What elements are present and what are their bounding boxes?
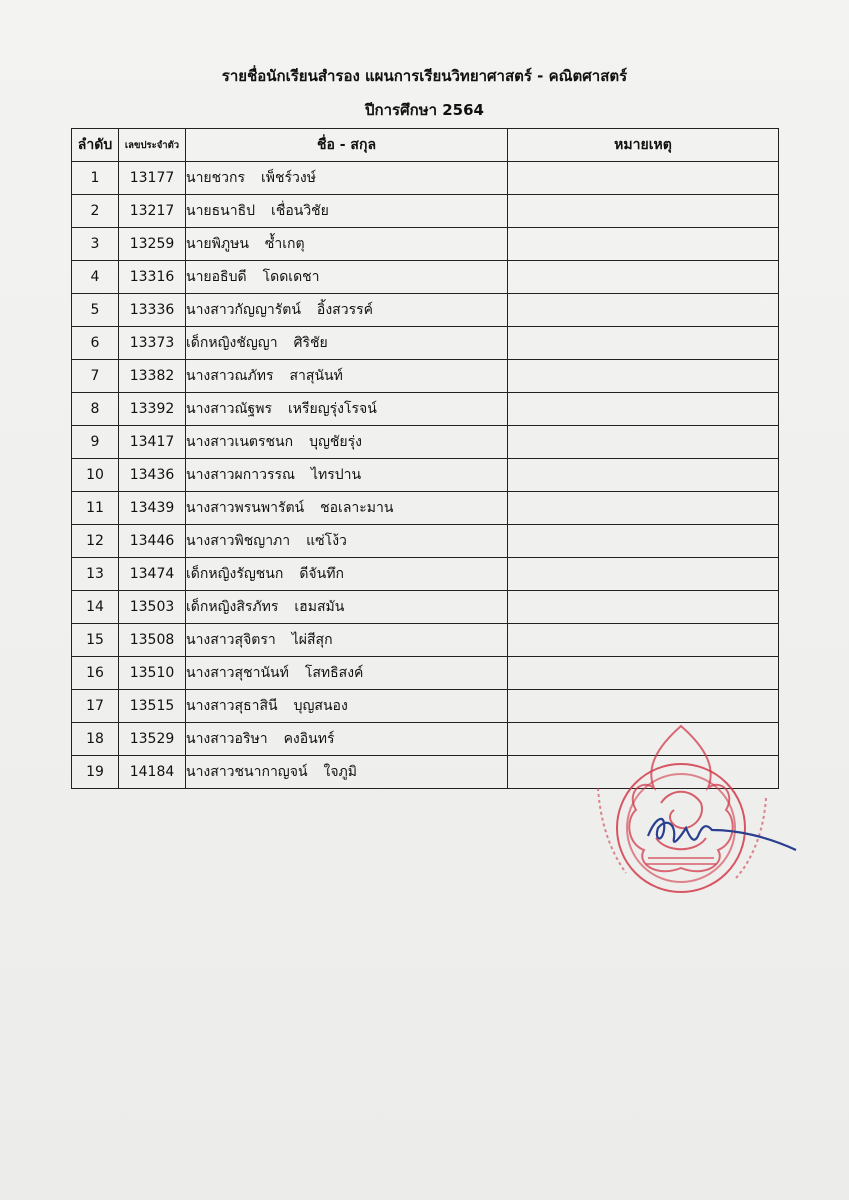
header-id: เลขประจำตัว [119,129,186,162]
student-name [186,459,508,492]
row-number: 5 [72,294,119,327]
row-number: 18 [72,723,119,756]
table-body [72,162,779,789]
row-number: 7 [72,360,119,393]
student-first-name: นายชวกร [186,170,245,186]
student-name [186,525,508,558]
remark-cell [508,624,779,657]
student-first-name: นางสาวชนากาญจน์ [186,764,308,780]
student-last-name: เชื่อนวิชัย [271,203,329,219]
student-first-name: เด็กหญิงสิรภัทร [186,599,279,615]
school-seal-icon [586,718,801,918]
table-row [72,228,779,261]
header-remark: หมายเหตุ [508,129,779,162]
student-id: 13503 [119,591,186,624]
row-number: 10 [72,459,119,492]
student-name [186,624,508,657]
row-number: 3 [72,228,119,261]
student-last-name: ชอเลาะมาน [320,500,394,516]
row-number: 16 [72,657,119,690]
row-number: 9 [72,426,119,459]
student-name [186,327,508,360]
student-table [71,128,779,789]
student-name [186,261,508,294]
remark-cell [508,393,779,426]
row-number: 4 [72,261,119,294]
student-name [186,690,508,723]
table-row [72,327,779,360]
student-last-name: ศิริชัย [293,335,328,351]
remark-cell [508,162,779,195]
student-first-name: เด็กหญิงรัญชนก [186,566,284,582]
remark-cell [508,657,779,690]
student-first-name: นางสาวสุธาสินี [186,698,278,714]
student-name [186,492,508,525]
table-row [72,393,779,426]
header-name: ชื่อ - สกุล [186,129,508,162]
student-id: 13510 [119,657,186,690]
student-name [186,591,508,624]
student-last-name: ซ้ำเกตุ [264,236,305,252]
student-id: 13439 [119,492,186,525]
remark-cell [508,261,779,294]
table-row [72,261,779,294]
document-subtitle: ปีการศึกษา 2564 [365,101,484,119]
student-id: 13373 [119,327,186,360]
student-id: 13336 [119,294,186,327]
student-last-name: ใจภูมิ [323,764,358,780]
student-first-name: นางสาวสุจิตรา [186,632,276,648]
student-first-name: เด็กหญิงชัญญา [186,335,278,351]
student-name [186,558,508,591]
table-row [72,426,779,459]
student-name [186,228,508,261]
table-row [72,525,779,558]
student-name [186,294,508,327]
student-id: 13508 [119,624,186,657]
student-first-name: นางสาวอริษา [186,731,268,747]
student-id: 13515 [119,690,186,723]
remark-cell [508,591,779,624]
row-number: 14 [72,591,119,624]
student-first-name: นางสาวสุชานันท์ [186,665,289,681]
table-row [72,360,779,393]
row-number: 13 [72,558,119,591]
student-id: 13529 [119,723,186,756]
row-number: 6 [72,327,119,360]
student-last-name: โสทธิสงค์ [304,665,364,681]
student-first-name: นางสาวผกาวรรณ [186,467,295,483]
student-last-name: ดีจันทึก [299,566,344,582]
student-first-name: นายอธิบดี [186,269,247,285]
table-header-row [72,129,779,162]
student-last-name: บุญชัยรุ่ง [309,434,362,450]
student-last-name: แซ่โง้ว [306,533,347,549]
student-last-name: อิ้งสวรรค์ [316,302,373,318]
table-row [72,294,779,327]
student-name [186,426,508,459]
student-id: 13382 [119,360,186,393]
student-first-name: นางสาวพรนพารัตน์ [186,500,305,516]
document-title: รายชื่อนักเรียนสำรอง แผนการเรียนวิทยาศาสตร์ - คณิตศาสตร์ [221,67,628,85]
student-last-name: สาสุนันท์ [289,368,343,384]
student-name [186,360,508,393]
student-id: 13217 [119,195,186,228]
remark-cell [508,492,779,525]
student-last-name: เพ็ชร์วงษ์ [261,170,316,186]
row-number: 11 [72,492,119,525]
student-first-name: นายธนาธิป [186,203,256,219]
row-number: 12 [72,525,119,558]
student-last-name: บุญสนอง [293,698,348,714]
student-id: 13417 [119,426,186,459]
row-number: 8 [72,393,119,426]
row-number: 17 [72,690,119,723]
remark-cell [508,195,779,228]
row-number: 15 [72,624,119,657]
table-row [72,624,779,657]
header-no: ลำดับ [72,129,119,162]
student-id: 13259 [119,228,186,261]
table-row [72,558,779,591]
student-first-name: นางสาวกัญญารัตน์ [186,302,301,318]
student-first-name: นายพิภูษน [186,236,249,252]
remark-cell [508,558,779,591]
remark-cell [508,426,779,459]
student-last-name: เฮมสมัน [294,599,345,615]
table-row [72,657,779,690]
student-first-name: นางสาวเนตรชนก [186,434,294,450]
student-name [186,195,508,228]
student-first-name: นางสาวณภัทร [186,368,274,384]
student-id: 13316 [119,261,186,294]
student-last-name: ไผ่สีสุก [291,632,333,648]
table-row [72,492,779,525]
remark-cell [508,360,779,393]
table-row [72,591,779,624]
student-first-name: นางสาวพิชญาภา [186,533,291,549]
student-name [186,393,508,426]
table-row [72,195,779,228]
student-last-name: เหรียญรุ่งโรจน์ [288,401,377,417]
student-name [186,756,508,789]
row-number: 1 [72,162,119,195]
student-id: 13446 [119,525,186,558]
remark-cell [508,294,779,327]
student-name [186,162,508,195]
remark-cell [508,228,779,261]
student-last-name: ไทรปาน [310,467,362,483]
row-number: 19 [72,756,119,789]
student-id: 13177 [119,162,186,195]
remark-cell [508,459,779,492]
row-number: 2 [72,195,119,228]
remark-cell [508,525,779,558]
student-last-name: คงอินทร์ [283,731,335,747]
student-id: 13436 [119,459,186,492]
table-row [72,459,779,492]
table-row [72,162,779,195]
student-name [186,723,508,756]
student-last-name: โดดเดชา [262,269,320,285]
remark-cell [508,327,779,360]
student-id: 13474 [119,558,186,591]
student-first-name: นางสาวณัฐพร [186,401,272,417]
student-name [186,657,508,690]
student-id: 14184 [119,756,186,789]
student-id: 13392 [119,393,186,426]
